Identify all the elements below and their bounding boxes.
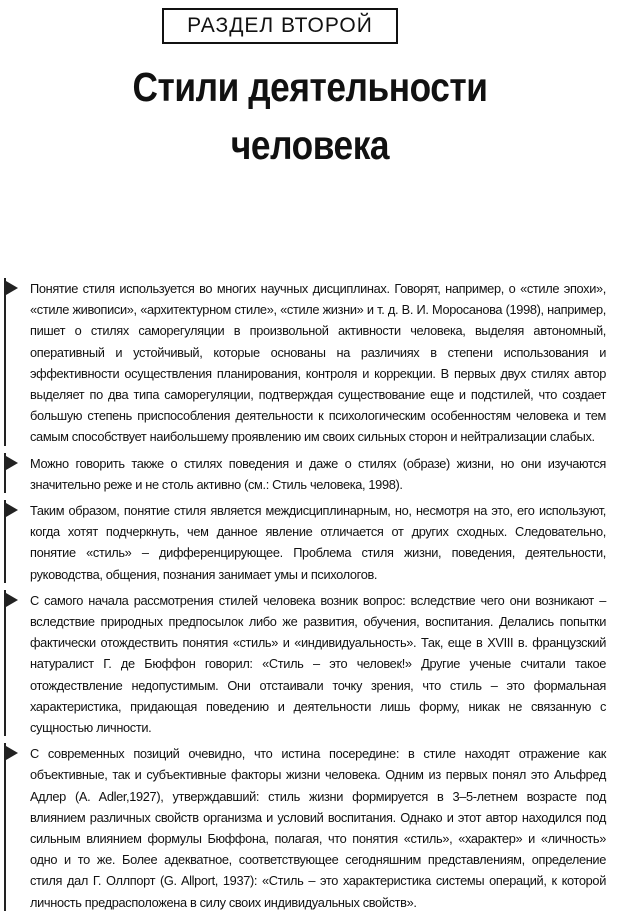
chapter-title (69, 58, 551, 174)
paragraph-text: С современных позиций очевидно, что истина посередине: в стиле находят отражение как объективные, так и субъективные факторы жизни человека. Одним из первых понял это Альфред Адлер (A. Adler,1927), утверждавший: стиль жизни формируется в 3–5-летнем возрасте под влиянием различных свойств организма и условий воспитания. Однако и этот автор находился под сильным влиянием формулы Бюффона, полагая, что понятия «стиль», «характер» и «личность» одно и то же. Более адекватное, соответствующее сегодняшним представлениям, определение стиля дал Г. Оллпорт (G. Allport, 1937): «Стиль – это характеристика системы операций, к которой личность предрасположена в силу своих индивидуальных свойств». (30, 746, 606, 910)
body-text (0, 278, 620, 913)
paragraph-text: Таким образом, понятие стиля является междисциплинарным, но, несмотря на это, его используют, когда хотят подчеркнуть, чем данное явление отличается от других сходных. Следовательно, понятие «стиль» – дифференцирующее. Проблема стиля жизни, поведения, деятельности, руководства, общения, познания занимает умы и психологов. (30, 503, 606, 582)
paragraph-text: Можно говорить также о стилях поведения и даже о стилях (образе) жизни, но они изучаются значительно реже и не столь активно (см.: Стиль человека, 1998). (30, 455, 606, 492)
paragraph-text: С самого начала рассмотрения стилей человека возник вопрос: вследствие чего они возникают – вследствие природных предпосылок либо же развития, обучения, воспитания. Делались попытки фактически отождествить понятия «стиль» и «индивидуальность». Так, еще в XVIII в. французский натуралист Г. де Бюффон говорил: «Стиль – это человек!» Другие ученые считали такое отождествление недопустимым. Они отстаивали точку зрения, что стиль – это формальная характеристика, придающая поведению и деятельности лишь форму, никак не связанную с сущностью личности. (30, 592, 606, 736)
paragraph-4 (30, 590, 606, 738)
flag-marker-icon (6, 593, 18, 607)
margin-bar (4, 278, 6, 446)
paragraph-5 (30, 743, 606, 913)
flag-marker-icon (6, 746, 18, 760)
margin-bar (4, 743, 6, 911)
flag-marker-icon (6, 456, 18, 470)
paragraph-text: Понятие стиля используется во многих научных дисциплинах. Говорят, например, о «стиле эпохи», «стиле живописи», «архитектурном стиле», «стиле жизни» и т. д. В. И. Моросанова (1998), например, пишет о стилях саморегуляции в произвольной активности человека, выделяя автономный, оперативный и устойчивый, которые основаны на различиях в степени использования и эффективности осуществления планирования, контроля и коррекции. В первых двух стилях автор выделяет по два типа саморегуляции, подтверждая существование еще и подстилей, что создает большую степень приспособления деятельности к психологическим особенностям человека и тем самым способствует наибольшему проявлению им своих сильных сторон и нейтрализации слабых. (30, 281, 606, 445)
paragraph-3 (30, 500, 606, 585)
paragraph-2 (30, 453, 606, 495)
flag-marker-icon (6, 281, 18, 295)
section-label: РАЗДЕЛ ВТОРОЙ (162, 8, 398, 44)
chapter-title-line-2: человека (230, 122, 390, 168)
chapter-title-line-1: Стили деятельности (132, 64, 488, 110)
flag-marker-icon (6, 503, 18, 517)
margin-bar (4, 590, 6, 736)
paragraph-1 (30, 278, 606, 448)
